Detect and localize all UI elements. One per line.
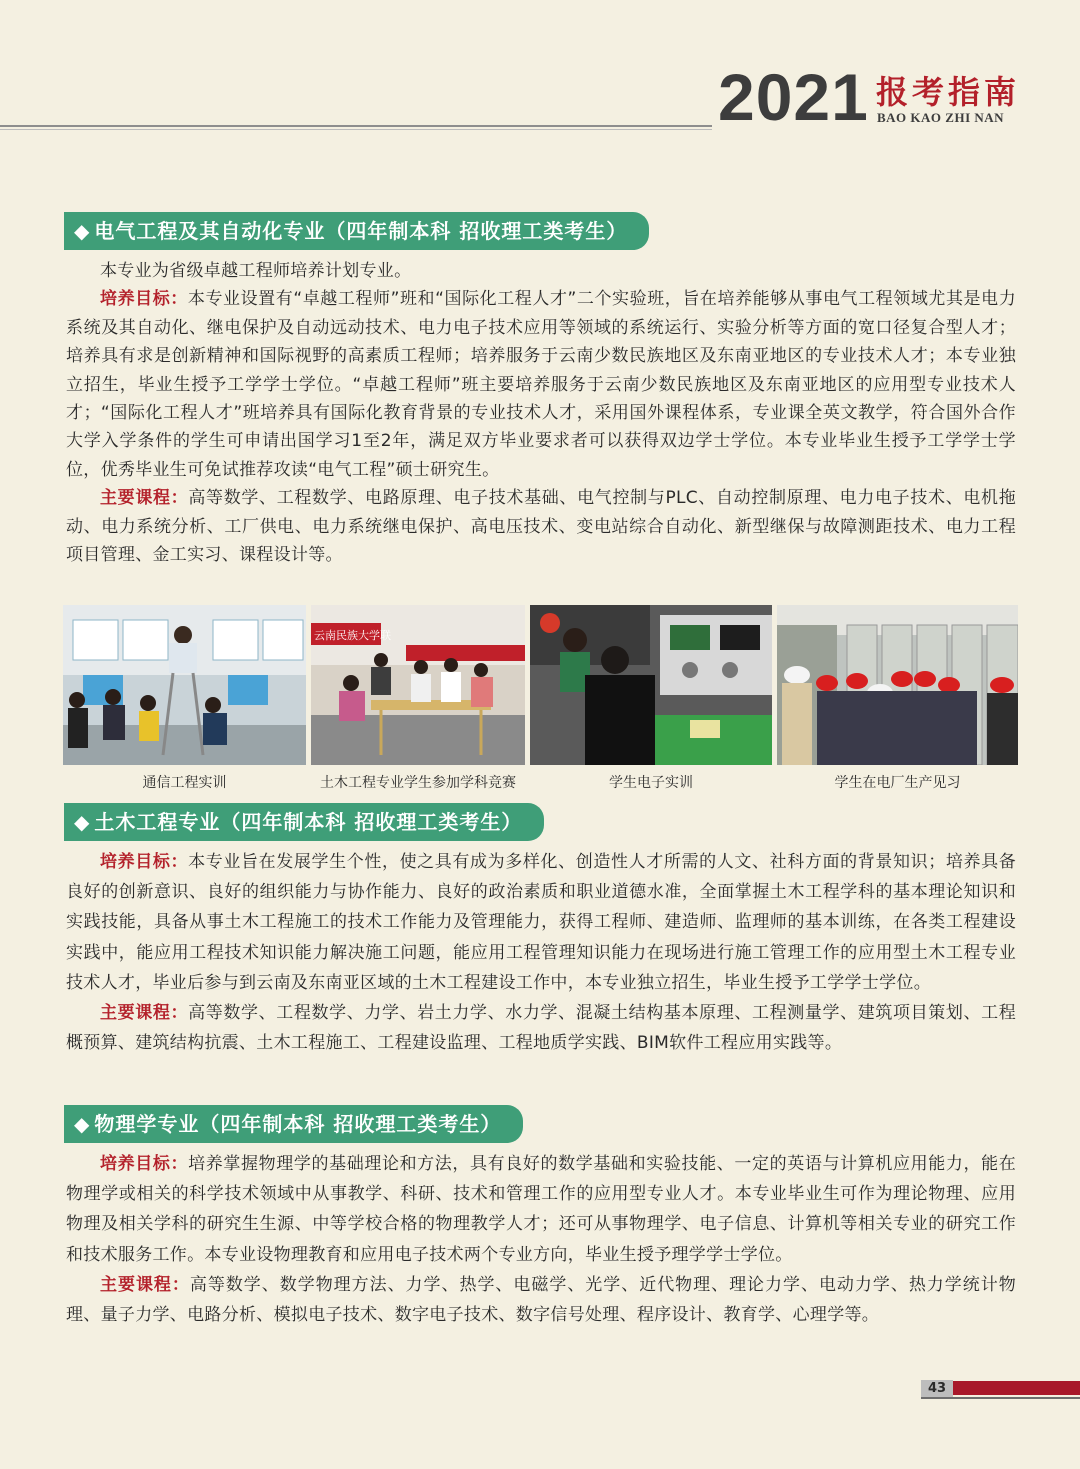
training-goal-paragraph xyxy=(66,285,1016,484)
goal-text: 培养掌握物理学的基础理论和方法，具有良好的数学基础和实验技能、一定的英语与计算机应用能力，能在物理学或相关的科学技术领域中从事教学、科研、技术和管理工作的应用型专业人才。本专业毕业生可作为理论物理、应用物理及相关学科的研究生生源、中等学校合格的物理教学人才；还可从事物理学、电子信息、计算机等相关专业的研究工作和技术服务工作。本专业设物理教育和应用电子技术两个专业方向，毕业生授予理学学士学位。 xyxy=(66,1154,1016,1265)
photo-banner-text: 云南民族大学联 xyxy=(314,629,391,642)
training-goal-paragraph xyxy=(66,847,1016,998)
section-body-civil xyxy=(66,847,1016,1058)
photo-power-plant xyxy=(777,605,1018,765)
diamond-icon: ◆ xyxy=(74,1112,91,1136)
photo-electronics-training xyxy=(530,605,772,765)
goal-text: 本专业设置有“卓越工程师”班和“国际化工程人才”二个实验班，旨在培养能够从事电气工程领域尤其是电力系统及其自动化、继电保护及自动远动技术、电力电子技术应用等领域的系统运行、实验分析等方面的宽口径复合型人才；培养具有求是创新精神和国际视野的高素质工程师；培养服务于云南少数民族地区及东南亚地区的专业技术人才；本专业独立招生，毕业生授予工学学士学位。“卓越工程师”班主要培养服务于云南少数民族地区及东南亚地区的应用型专业技术人才；“国际化工程人才”班培养具有国际化教育背景的专业技术人才，采用国外课程体系，专业课全英文教学，符合国外合作大学入学条件的学生可申请出国学习1至2年，满足双方毕业要求者可以获得双边学士学位。本专业毕业生授予工学学士学位，优秀毕业生可免试推荐攻读“电气工程”硕士研究生。 xyxy=(66,289,1016,480)
footer-rule xyxy=(921,1397,1080,1399)
course-label: 主要课程： xyxy=(100,488,189,509)
course-text: 高等数学、工程数学、电路原理、电子技术基础、电气控制与PLC、自动控制原理、电力电子技术、电机拖动、电力系统分析、工厂供电、电力系统继电保护、高电压技术、变电站综合自动化、新型继保与故障测距技术、电力工程项目管理、金工实习、课程设计等。 xyxy=(66,488,1016,566)
header-rule xyxy=(0,125,712,127)
header-title: 报考指南 xyxy=(876,73,1021,111)
photo-caption: 土木工程专业学生参加学科竞赛 xyxy=(320,775,516,791)
section-intro: 本专业为省级卓越工程师培养计划专业。 xyxy=(100,261,412,281)
photo-civil-competition xyxy=(311,605,525,765)
page-number: 43 xyxy=(921,1380,953,1397)
courses-paragraph xyxy=(66,484,1016,569)
photo-caption: 学生在电厂生产见习 xyxy=(834,775,961,791)
section-heading-physics: ◆ 物理学专业（四年制本科 招收理工类考生） xyxy=(64,1105,523,1143)
goal-label: 培养目标： xyxy=(100,852,189,872)
goal-label: 培养目标： xyxy=(100,289,188,310)
course-text: 高等数学、工程数学、力学、岩土力学、水力学、混凝土结构基本原理、工程测量学、建筑项目策划、工程概预算、建筑结构抗震、土木工程施工、工程建设监理、工程地质学实践、BIM软件工程应用实践等。 xyxy=(66,1003,1016,1054)
photo-caption: 学生电子实训 xyxy=(609,775,693,791)
section-heading-civil: ◆ 土木工程专业（四年制本科 招收理工类考生） xyxy=(64,803,544,841)
section-body-electrical xyxy=(66,257,1016,569)
diamond-icon: ◆ xyxy=(74,810,91,834)
training-goal-paragraph xyxy=(66,1149,1016,1270)
course-label: 主要课程： xyxy=(100,1274,190,1295)
header-year: 2021 xyxy=(718,60,869,134)
course-label: 主要课程： xyxy=(100,1003,189,1024)
photo-communication-training xyxy=(63,605,306,765)
footer-accent-bar xyxy=(953,1381,1080,1395)
diamond-icon: ◆ xyxy=(74,219,91,243)
goal-text: 本专业旨在发展学生个性，使之具有成为多样化、创造性人才所需的人文、社科方面的背景知识；培养具备良好的创新意识、良好的组织能力与协作能力、良好的政治素质和职业道德水准，全面掌握土木工程学科的基本理论知识和实践技能，具备从事土木工程施工的技术工作能力及管理能力，获得工程师、建造师、监理师的基本训练，在各类工程建设实践中，能应用工程技术知识能力解决施工问题，能应用工程管理知识能力在现场进行施工管理工作的应用型土木工程专业技术人才，毕业后参与到云南及东南亚区域的土木工程建设工作中，本专业独立招生，毕业生授予工学学士学位。 xyxy=(66,852,1016,993)
section-heading-electrical: ◆ 电气工程及其自动化专业（四年制本科 招收理工类考生） xyxy=(64,212,649,250)
section-body-physics xyxy=(66,1149,1016,1330)
course-text: 高等数学、数学物理方法、力学、热学、电磁学、光学、近代物理、理论力学、电动力学、热力学统计物理、量子力学、电路分析、模拟电子技术、数字电子技术、数字信号处理、程序设计、教育学、心理学等。 xyxy=(66,1274,1016,1326)
goal-label: 培养目标： xyxy=(100,1154,189,1174)
courses-paragraph xyxy=(66,998,1016,1058)
courses-paragraph xyxy=(66,1270,1016,1330)
photo-caption: 通信工程实训 xyxy=(142,775,227,791)
header-rule-thin xyxy=(0,129,712,130)
header-pinyin: BAO KAO ZHI NAN xyxy=(877,110,1005,125)
